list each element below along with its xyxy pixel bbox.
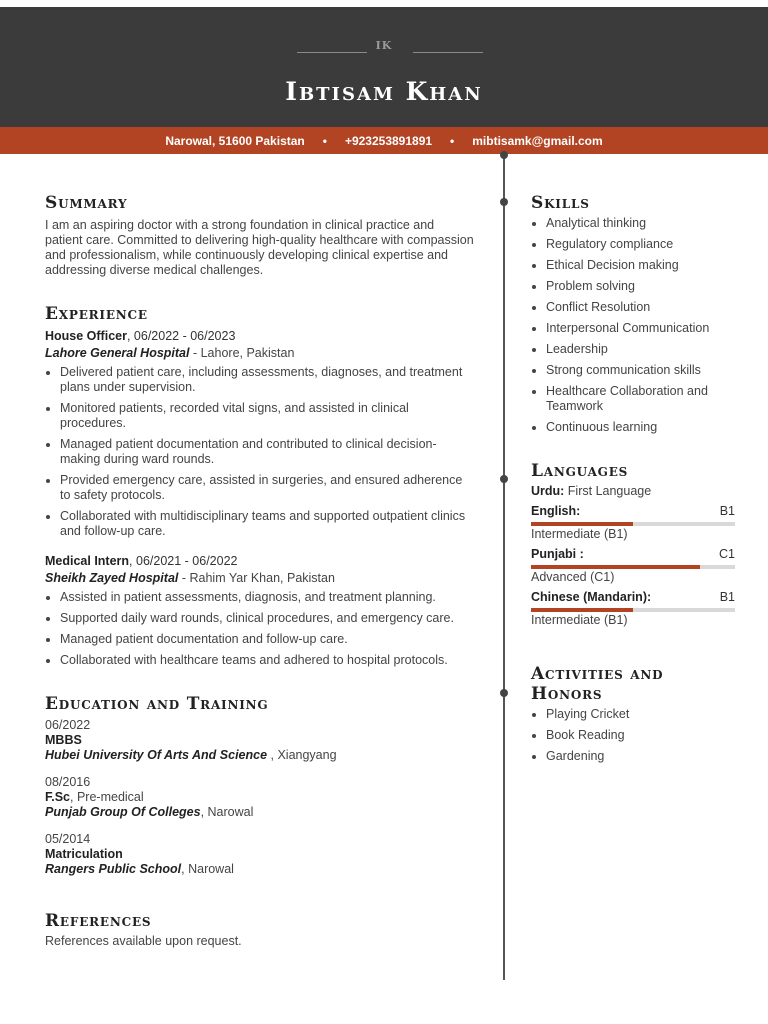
employer-location: - Rahim Yar Khan, Pakistan: [178, 571, 335, 585]
experience-section: [45, 304, 475, 668]
divider-dot: [500, 689, 508, 697]
education-date: 05/2014: [45, 832, 91, 846]
summary-section: [45, 193, 475, 278]
education-school-line: [45, 748, 475, 763]
language-proficiency-fill: [531, 608, 633, 612]
language-entry: [531, 504, 735, 542]
job-entry: [45, 553, 475, 668]
education-city: , Narowal: [200, 805, 254, 819]
initials-line-right: [413, 52, 483, 53]
employer-line: [45, 570, 475, 587]
summary-text: I am an aspiring doctor with a strong foundation in clinical practice and patient care. Committed to delivering high-quality healthcare with compassion and professionalism, while continuously developing clinical expertise and addressing diverse medical challenges.: [45, 218, 474, 277]
job-entry: [45, 328, 475, 539]
skill-item: • Problem solving: [546, 279, 735, 294]
education-school-line: [45, 805, 475, 820]
languages-section: [531, 461, 735, 628]
employer-location: - Lahore, Pakistan: [189, 346, 295, 360]
language-row: [531, 590, 735, 605]
job-bullets: [45, 590, 475, 668]
education-school-line: [45, 862, 475, 877]
list-item: • Managed patient documentation and follow-up care.: [60, 632, 475, 647]
education-heading: Education and Training: [45, 694, 269, 714]
language-proficiency-fill: [531, 565, 700, 569]
education-school: Hubei University Of Arts And Science: [45, 748, 268, 762]
education-field: , Pre-medical: [70, 790, 144, 804]
list-item: • Supported daily ward rounds, clinical procedures, and emergency care.: [60, 611, 475, 626]
job-title-line: [45, 328, 475, 345]
native-language-label: Urdu:: [531, 484, 565, 498]
skill-item: • Analytical thinking: [546, 216, 735, 231]
skill-item: • Leadership: [546, 342, 735, 357]
education-degree-line: [45, 790, 475, 805]
job-bullets: [45, 365, 475, 539]
language-level: Intermediate (B1): [531, 527, 628, 541]
initials-line-left: [297, 52, 367, 53]
education-city: , Narowal: [181, 862, 234, 876]
language-proficiency-fill: [531, 522, 633, 526]
references-heading: References: [45, 911, 152, 931]
header-band: [0, 7, 768, 127]
language-level: Intermediate (B1): [531, 613, 628, 627]
education-entry: [45, 718, 475, 763]
education-degree: Matriculation: [45, 847, 123, 861]
language-level: Advanced (C1): [531, 570, 615, 584]
left-column: [45, 193, 475, 949]
list-item: • Collaborated with multidisciplinary teams and supported outpatient clinics and follow-up care.: [60, 509, 475, 539]
education-degree-line: [45, 733, 475, 748]
education-date: 08/2016: [45, 775, 91, 789]
activity-item: • Book Reading: [546, 728, 735, 743]
skill-item: • Ethical Decision making: [546, 258, 735, 273]
language-proficiency-bar: [531, 565, 735, 569]
skills-list: [531, 216, 735, 435]
contact-separator: •: [322, 133, 327, 148]
summary-heading: Summary: [45, 193, 128, 213]
skill-item: • Strong communication skills: [546, 363, 735, 378]
education-section: [45, 694, 475, 877]
references-section: [45, 911, 475, 949]
language-entry: [531, 547, 735, 585]
skill-item: • Continuous learning: [546, 420, 735, 435]
education-date: 06/2022: [45, 718, 91, 732]
list-item: • Collaborated with healthcare teams and adhered to hospital protocols.: [60, 653, 475, 668]
activities-heading-line1: Activities and: [531, 664, 664, 684]
list-item: • Managed patient documentation and contributed to clinical decision-making during ward rounds.: [60, 437, 475, 467]
job-dates: , 06/2021 - 06/2022: [129, 554, 238, 568]
skills-section: [531, 193, 735, 435]
list-item: • Provided emergency care, assisted in surgeries, and ensured adherence to safety protocols.: [60, 473, 475, 503]
education-school: Rangers Public School: [45, 862, 182, 876]
language-name: Punjabi :: [531, 547, 584, 561]
employer-line: [45, 345, 475, 362]
language-proficiency-bar: [531, 608, 735, 612]
contact-bar: [0, 127, 768, 154]
candidate-name: Ibtisam Khan: [285, 77, 483, 106]
languages-heading: Languages: [531, 461, 629, 481]
education-degree-line: [45, 847, 475, 862]
language-name: English:: [531, 504, 581, 518]
activity-item: • Gardening: [546, 749, 735, 764]
education-degree: MBBS: [45, 733, 82, 747]
employer-name: Sheikh Zayed Hospital: [45, 571, 179, 585]
education-city: , Xiangyang: [267, 748, 337, 762]
activities-heading-line2: Honors: [531, 684, 603, 704]
language-row: [531, 547, 735, 562]
native-language: [531, 484, 735, 499]
activity-item: • Playing Cricket: [546, 707, 735, 722]
right-column: [531, 193, 735, 770]
experience-heading: Experience: [45, 304, 148, 324]
education-degree: F.Sc: [45, 790, 71, 804]
job-title: Medical Intern: [45, 554, 130, 568]
language-name: Chinese (Mandarin):: [531, 590, 652, 604]
education-school: Punjab Group Of Colleges: [45, 805, 201, 819]
job-dates: , 06/2022 - 06/2023: [126, 329, 236, 343]
language-row: [531, 504, 735, 519]
activities-section: [531, 664, 735, 764]
divider-dot: [500, 198, 508, 206]
activities-list: [531, 707, 735, 764]
divider-dot: [500, 151, 508, 159]
contact-phone: +923253891891: [344, 133, 433, 148]
language-code: B1: [719, 590, 735, 604]
employer-name: Lahore General Hospital: [45, 346, 190, 360]
contact-address: Narowal, 51600 Pakistan: [165, 133, 305, 148]
job-title: House Officer: [45, 329, 127, 343]
divider-dot: [500, 475, 508, 483]
skill-item: • Interpersonal Communication: [546, 321, 735, 336]
list-item: • Delivered patient care, including assessments, diagnoses, and treatment plans under supervision.: [60, 365, 475, 395]
activities-heading: [531, 664, 735, 704]
skills-heading: Skills: [531, 193, 590, 213]
education-entry: [45, 775, 475, 820]
language-entry: [531, 590, 735, 628]
language-code: B1: [719, 504, 735, 518]
language-proficiency-bar: [531, 522, 735, 526]
references-text: References available upon request.: [45, 934, 242, 948]
skill-item: • Regulatory compliance: [546, 237, 735, 252]
native-language-value: First Language: [564, 484, 652, 498]
education-entry: [45, 832, 475, 877]
list-item: • Assisted in patient assessments, diagnosis, and treatment planning.: [60, 590, 475, 605]
contact-separator: •: [450, 133, 455, 148]
column-divider: [503, 154, 505, 980]
job-title-line: [45, 553, 475, 570]
initials-monogram: IK: [375, 39, 393, 52]
skill-item: • Conflict Resolution: [546, 300, 735, 315]
contact-email: mibtisamk@gmail.com: [472, 133, 603, 148]
list-item: • Monitored patients, recorded vital signs, and assisted in clinical procedures.: [60, 401, 475, 431]
skill-item: • Healthcare Collaboration and Teamwork: [546, 384, 735, 414]
language-code: C1: [719, 547, 735, 561]
